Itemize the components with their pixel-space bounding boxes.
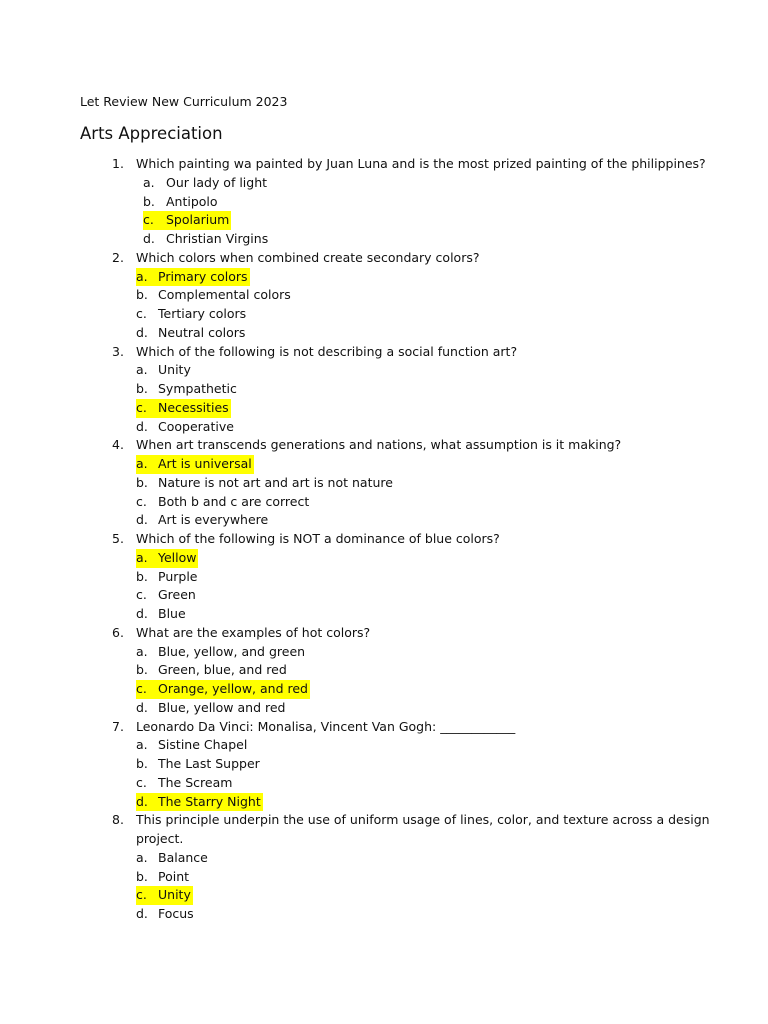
question-line (0, 155, 768, 174)
choice-letter: d. (136, 793, 148, 809)
question-list (0, 155, 768, 924)
question-item (0, 811, 768, 924)
choice-letter: b. (136, 568, 148, 584)
choice-letter: d. (136, 512, 148, 528)
answer-choice (0, 511, 768, 530)
answer-choice-highlighted (0, 793, 768, 812)
question-text: Which of the following is NOT a dominance of blue colors? (136, 531, 500, 546)
choice-text: Antipolo (166, 193, 218, 209)
question-text: Which of the following is not describing a social function art? (136, 343, 518, 359)
choice-text: The Last Supper (158, 756, 260, 771)
choice-content (136, 586, 196, 605)
choice-letter: a. (136, 849, 148, 865)
choice-text: Christian Virgins (166, 231, 269, 246)
choice-letter: c. (143, 212, 154, 228)
choice-content (136, 568, 197, 587)
answer-choice (0, 849, 768, 868)
choice-letter: a. (136, 362, 148, 378)
question-number: 7. (112, 718, 124, 734)
choice-text: Sistine Chapel (158, 737, 248, 753)
question-number: 4. (112, 437, 124, 453)
choice-content (136, 680, 310, 699)
choice-content (136, 868, 189, 887)
choice-content (136, 793, 263, 812)
choice-letter: a. (136, 456, 148, 471)
choice-letter: b. (136, 756, 148, 771)
answer-choice (0, 493, 768, 512)
choice-text: Purple (158, 568, 198, 584)
choice-letter: c. (136, 774, 147, 790)
question-line (0, 249, 768, 268)
choice-content (136, 774, 232, 793)
choice-letter: c. (136, 493, 147, 509)
answer-choice-highlighted (0, 268, 768, 287)
question-line (0, 530, 768, 549)
choice-text: Art is universal (158, 456, 252, 471)
choice-letter: b. (136, 662, 148, 678)
question-item (0, 624, 768, 718)
question-text: This principle underpin the use of uniform usage of lines, color, and texture across a design (136, 812, 710, 828)
choice-content (136, 268, 250, 287)
choice-letter: c. (136, 399, 147, 415)
answer-choice (0, 905, 768, 924)
answer-choice-highlighted (0, 455, 768, 474)
choice-content (143, 211, 231, 230)
choice-text: Spolarium (166, 212, 230, 228)
question-line (0, 436, 768, 455)
question-text: What are the examples of hot colors? (136, 624, 371, 640)
choice-text: Blue, yellow, and green (158, 643, 306, 659)
choice-text: Complemental colors (158, 287, 291, 303)
question-text: Leonardo Da Vinci: Monalisa, Vincent Van Gogh: ____________ (136, 718, 516, 734)
choice-letter: d. (136, 606, 148, 621)
choice-text: Both b and c are correct (158, 493, 310, 509)
question-item (0, 343, 768, 437)
choice-content (136, 886, 193, 905)
answer-choice (0, 774, 768, 793)
choice-text: The Scream (158, 774, 233, 790)
choice-text: Primary colors (158, 268, 248, 284)
choice-content (136, 474, 393, 493)
answer-choice (0, 418, 768, 437)
answer-choice (0, 286, 768, 305)
choice-text: Green (158, 587, 196, 603)
answer-choice-highlighted (0, 549, 768, 568)
choice-content (136, 736, 247, 755)
choice-content (136, 286, 291, 305)
question-line (0, 718, 768, 737)
choice-content (136, 324, 245, 343)
choice-text: Blue (158, 606, 186, 621)
choice-content (136, 699, 285, 718)
choice-text: Tertiary colors (158, 306, 247, 321)
choice-letter: c. (136, 587, 147, 603)
choice-content (143, 174, 267, 193)
choice-letter: b. (136, 474, 148, 490)
answer-choice (0, 380, 768, 399)
answer-choice-highlighted (0, 886, 768, 905)
choice-text: Orange, yellow, and red (158, 681, 308, 696)
choice-content (136, 849, 208, 868)
choice-letter: d. (136, 906, 148, 921)
question-number: 5. (112, 531, 124, 546)
choice-content (136, 305, 246, 324)
choice-content (136, 380, 237, 399)
question-text: Which painting wa painted by Juan Luna and is the most prized painting of the philippines? (136, 156, 706, 171)
answer-choice (0, 568, 768, 587)
choice-text: Focus (158, 906, 194, 921)
choice-text: Neutral colors (158, 324, 246, 340)
choice-content (136, 661, 287, 680)
choice-text: Point (158, 868, 190, 884)
choice-content (136, 418, 234, 437)
answer-choice (0, 586, 768, 605)
question-number: 8. (112, 812, 124, 828)
answer-choice (0, 361, 768, 380)
answer-choice-highlighted (0, 399, 768, 418)
choice-text: Balance (158, 849, 208, 865)
answer-choice (0, 605, 768, 624)
question-text: When art transcends generations and nations, what assumption is it making? (136, 437, 622, 453)
answer-choice-highlighted (0, 680, 768, 699)
choice-text: Nature is not art and art is not nature (158, 474, 393, 490)
choice-content (136, 493, 309, 512)
question-item (0, 530, 768, 624)
question-item (0, 155, 768, 249)
choice-content (136, 511, 268, 530)
choice-text: Yellow (158, 549, 197, 565)
answer-choice (0, 474, 768, 493)
answer-choice (0, 193, 768, 212)
choice-letter: d. (136, 324, 148, 340)
question-item (0, 249, 768, 343)
section-heading: Arts Appreciation (80, 124, 223, 143)
choice-letter: d. (136, 699, 148, 715)
choice-text: Sympathetic (158, 381, 237, 396)
question-number: 1. (112, 156, 124, 171)
question-number: 3. (112, 343, 124, 359)
choice-content (143, 193, 218, 212)
question-number: 6. (112, 624, 124, 640)
choice-content (136, 455, 254, 474)
question-item (0, 436, 768, 530)
choice-text: Cooperative (158, 418, 234, 434)
choice-letter: b. (136, 381, 148, 396)
answer-choice (0, 755, 768, 774)
choice-content (136, 361, 191, 380)
document-title: Let Review New Curriculum 2023 (80, 94, 288, 109)
choice-text: Unity (158, 887, 191, 903)
choice-letter: a. (136, 549, 148, 565)
choice-content (136, 643, 305, 662)
choice-letter: a. (136, 737, 148, 753)
choice-letter: b. (136, 287, 148, 303)
choice-letter: b. (136, 868, 148, 884)
question-text-continued: project. (136, 831, 184, 846)
choice-letter: a. (136, 268, 148, 284)
choice-content (136, 755, 260, 774)
choice-letter: d. (143, 231, 155, 246)
choice-text: Unity (158, 362, 191, 378)
choice-text: Our lady of light (166, 174, 268, 190)
answer-choice (0, 230, 768, 249)
choice-text: Green, blue, and red (158, 662, 287, 678)
question-number: 2. (112, 249, 124, 265)
choice-letter: b. (143, 193, 155, 209)
answer-choice (0, 324, 768, 343)
question-item (0, 718, 768, 812)
answer-choice-highlighted (0, 211, 768, 230)
choice-text: Blue, yellow and red (158, 699, 286, 715)
choice-content (136, 605, 186, 624)
choice-letter: c. (136, 887, 147, 903)
answer-choice (0, 868, 768, 887)
choice-text: Necessities (158, 399, 229, 415)
question-line (0, 343, 768, 362)
choice-content (136, 399, 231, 418)
choice-content (136, 549, 198, 568)
answer-choice (0, 643, 768, 662)
choice-letter: d. (136, 418, 148, 434)
answer-choice (0, 736, 768, 755)
choice-content (143, 230, 268, 249)
choice-letter: a. (143, 174, 155, 190)
answer-choice (0, 699, 768, 718)
answer-choice (0, 305, 768, 324)
answer-choice (0, 174, 768, 193)
question-text: Which colors when combined create secondary colors? (136, 249, 480, 265)
choice-letter: a. (136, 643, 148, 659)
answer-choice (0, 661, 768, 680)
choice-text: Art is everywhere (158, 512, 269, 528)
choice-letter: c. (136, 681, 147, 696)
choice-text: The Starry Night (158, 793, 261, 809)
question-line (0, 830, 768, 849)
choice-content (136, 905, 194, 924)
question-line (0, 624, 768, 643)
choice-letter: c. (136, 306, 147, 321)
question-line (0, 811, 768, 830)
